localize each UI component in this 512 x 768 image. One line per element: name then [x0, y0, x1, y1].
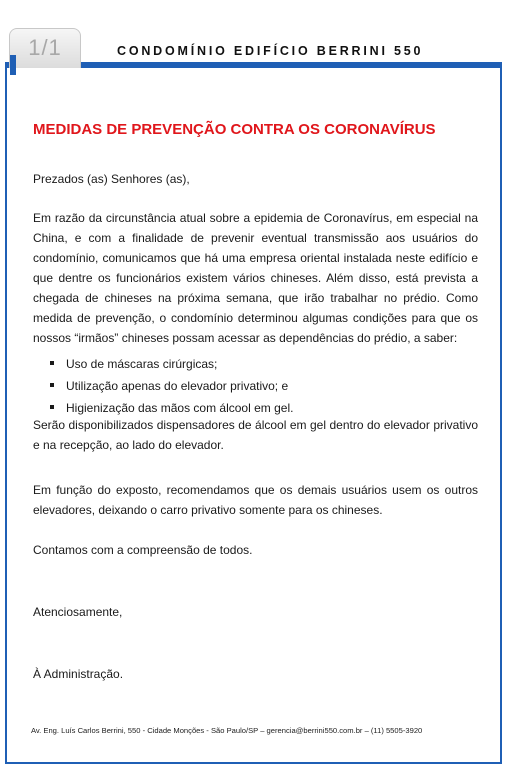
paragraph-line: Serão disponibilizados dispensadores de álcool em gel dentro do elevador privativo [33, 418, 478, 432]
signature [33, 664, 478, 684]
bullet-square-icon [50, 361, 54, 365]
signature-text: À Administração. [33, 667, 124, 681]
list-item-text: Uso de máscaras cirúrgicas; [66, 357, 218, 371]
greeting-text: Prezados (as) Senhores (as), [33, 172, 190, 186]
paragraph-line: elevadores, deixando o carro privativo somente para os chineses. [33, 503, 383, 517]
paragraph-line: Em razão da circunstância atual sobre a epidemia de Coronavírus, em especial na [33, 211, 478, 225]
list-item-text: Higienização das mãos com álcool em gel. [66, 401, 294, 415]
paragraph-line: e na recepção, ao lado do elevador. [33, 438, 224, 452]
list-item-text: Utilização apenas do elevador privativo; e [66, 379, 289, 393]
paragraph-4 [33, 540, 478, 560]
paragraph-line: nossos “irmãos” chineses possam acessar as dependências do prédio, a saber: [33, 331, 458, 345]
paragraph-1 [33, 208, 478, 348]
footer-address: Av. Eng. Luís Carlos Berrini, 550 - Cidade Monções - São Paulo/SP – gerencia@berrini550.com.br – (11) 5505-3920 [31, 726, 423, 735]
paragraph-3 [33, 480, 478, 520]
paragraph-text: Contamos com a compreensão de todos. [33, 543, 253, 557]
page-indicator-tab [9, 28, 81, 68]
page-indicator: 1/1 [28, 35, 62, 60]
closing-text: Atenciosamente, [33, 605, 123, 619]
letterhead [5, 22, 502, 68]
building-name: CONDOMÍNIO EDIFÍCIO BERRINI 550 [117, 44, 424, 58]
paragraph-line: Em função do exposto, recomendamos que os demais usuários usem os outros [33, 483, 478, 497]
paragraph-line: que dentre os funcionários existem vários chineses. Além disso, está prevista a [33, 271, 478, 285]
paragraph-line: medida de prevenção, o condomínio determinou algumas condições para que os [33, 311, 478, 325]
paragraph-line: chegada de chineses na próxima semana, que irão trabalhar no prédio. Como [33, 291, 478, 305]
closing [33, 602, 478, 622]
list-item [50, 375, 293, 397]
paragraph-2 [33, 415, 478, 455]
paragraph-line: condomínio, comunicamos que há uma empresa oriental instalada neste edifício e [33, 251, 478, 265]
bullet-square-icon [50, 405, 54, 409]
list-item [50, 353, 293, 375]
document-title: MEDIDAS DE PREVENÇÃO CONTRA OS CORONAVÍRUS [33, 121, 436, 138]
conditions-list [50, 353, 293, 419]
bullet-square-icon [50, 383, 54, 387]
paragraph-line: China, e com a finalidade de prevenir eventual transmissão aos usuários do [33, 231, 478, 245]
greeting [33, 169, 478, 189]
